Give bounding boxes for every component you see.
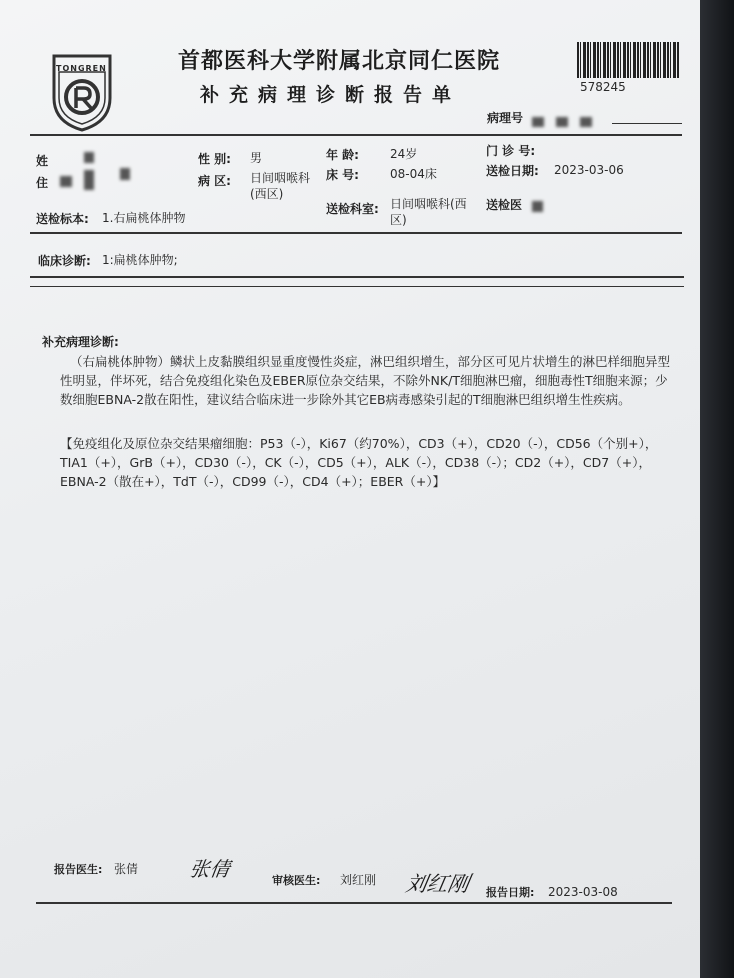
submit-date-value: 2023-03-06	[554, 163, 624, 177]
submit-date-label: 送检日期:	[486, 164, 539, 178]
address-label: 住	[36, 176, 49, 190]
clinical-diagnosis-label: 临床诊断:	[38, 254, 91, 268]
age-value: 24岁	[390, 147, 418, 161]
report-doctor-signature: 张倩	[188, 857, 232, 881]
review-doctor-label: 审核医生:	[272, 874, 321, 887]
age-label: 年 龄:	[326, 148, 359, 162]
redacted-block	[60, 176, 72, 187]
divider	[30, 286, 684, 287]
report-doctor-value: 张倩	[114, 862, 139, 876]
ward-value: 日间咽喉科(西区)	[250, 171, 311, 201]
review-doctor-signature: 刘红刚	[403, 872, 471, 896]
report-date-label: 报告日期:	[486, 886, 535, 899]
gender-value: 男	[250, 151, 263, 165]
diagnosis-paragraph: （右扁桃体肿物）鳞状上皮黏膜组织显重度慢性炎症，淋巴组织增生，部分区可见片状增生的淋巴样细胞异型性明显，伴坏死，结合免疫组化染色及EBER原位杂交结果，不除外NK/T细胞淋巴瘤，细胞毒性T细胞来源；少数细胞EBNA-2散在阳性，建议结合临床进一步除外其它EB病毒感染引起的T细胞淋巴组织增生性疾病。	[60, 354, 671, 407]
name-label: 姓	[36, 154, 49, 168]
divider	[30, 232, 682, 234]
submit-doctor-label: 送检医	[486, 198, 523, 212]
report-doctor-label: 报告医生:	[54, 863, 103, 876]
logo-text: TONGREN	[56, 64, 107, 73]
specimen-label: 送检标本:	[36, 212, 89, 226]
clinical-diagnosis-value: 1:扁桃体肿物;	[102, 253, 178, 267]
supplementary-diagnosis-label: 补充病理诊断:	[42, 335, 119, 349]
redacted-block	[532, 117, 544, 127]
redacted-block	[532, 201, 543, 212]
gender-label: 性 别:	[198, 152, 231, 166]
report-date-value: 2023-03-08	[548, 885, 618, 899]
redacted-block	[120, 168, 130, 180]
ward-label: 病 区:	[198, 174, 231, 188]
redacted-block	[580, 117, 592, 127]
dept-value: 日间咽喉科(西区)	[390, 197, 467, 227]
bed-value: 08-04床	[390, 167, 437, 181]
redacted-block	[84, 170, 94, 190]
ihc-results: 【免疫组化及原位杂交结果瘤细胞：P53（-），Ki67（约70%），CD3（+），CD20（-），CD56（个别+），TIA1（+），GrB（+），CD30（-），CK（-），CD5（+），ALK（-），CD38（-）；CD2（+），CD7（+），EBNA-2（散在+），TdT（-），CD99（-），CD4（+）；EBER（+）】	[60, 436, 658, 489]
redacted-block	[556, 117, 568, 127]
divider	[612, 123, 682, 124]
divider	[36, 902, 672, 904]
bed-label: 床 号:	[326, 168, 359, 182]
hospital-name: 首都医科大学附属北京同仁医院	[178, 49, 501, 74]
review-doctor-value: 刘红刚	[340, 873, 377, 887]
divider	[30, 276, 684, 278]
redacted-block	[84, 152, 94, 163]
barcode	[577, 42, 679, 78]
background-edge	[700, 0, 734, 978]
clinic-no-label: 门 诊 号:	[486, 144, 536, 158]
specimen-value: 1.右扁桃体肿物	[102, 211, 186, 225]
dept-label: 送检科室:	[326, 202, 379, 216]
pathology-no-label: 病理号	[487, 111, 524, 125]
report-title: 补充病理诊断报告单	[200, 84, 462, 106]
barcode-number: 578245	[580, 80, 626, 94]
divider	[30, 134, 682, 136]
